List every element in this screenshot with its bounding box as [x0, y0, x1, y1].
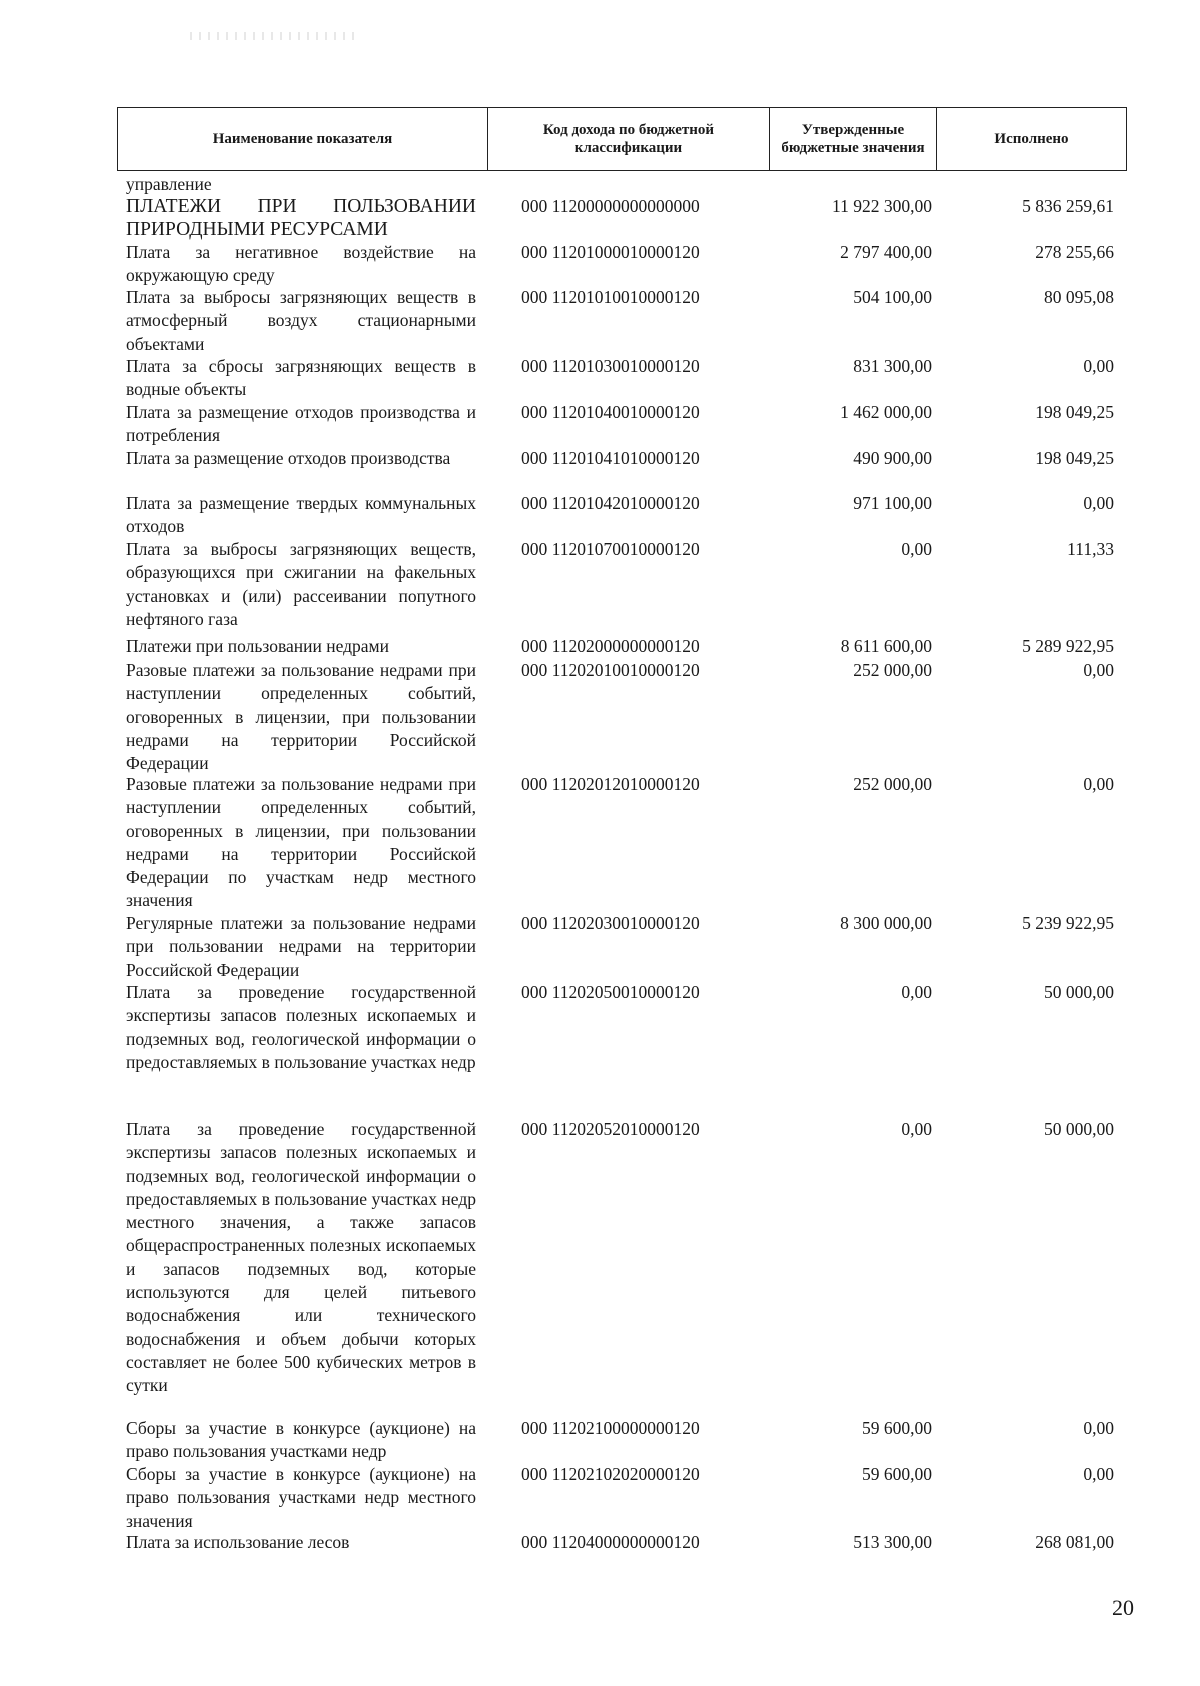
row-code: 000 11202010010000120 — [521, 660, 700, 680]
row-code: 000 11201030010000120 — [521, 356, 700, 376]
row-approved: 252 000,00 — [853, 660, 932, 680]
header-done: Исполнено — [994, 131, 1069, 147]
row-approved: 2 797 400,00 — [840, 242, 932, 262]
row-approved: 504 100,00 — [853, 287, 932, 307]
row-approved: 0,00 — [901, 539, 932, 559]
row-done: 278 255,66 — [1035, 242, 1114, 262]
row-code: 000 11202102020000120 — [521, 1464, 700, 1484]
row-approved: 11 922 300,00 — [832, 196, 932, 216]
row-done: 0,00 — [1083, 774, 1114, 794]
row-done: 198 049,25 — [1035, 448, 1114, 468]
row-name: Сборы за участие в конкурсе (аукционе) на право пользования участками недр — [126, 1418, 476, 1462]
row-done: 198 049,25 — [1035, 402, 1114, 422]
row-name: Разовые платежи за пользование недрами при наступлении определенных событий, оговоренных в лицензии, при пользовании недрами на территории Российской Федерации — [126, 660, 476, 774]
row-name: Разовые платежи за пользование недрами при наступлении определенных событий, оговоренных в лицензии, при пользовании недрами на территории Российской Федерации по участкам недр местного значения — [126, 774, 476, 911]
row-approved: 513 300,00 — [853, 1532, 932, 1552]
row-name: Плата за использование лесов — [126, 1532, 350, 1552]
row-done: 50 000,00 — [1044, 1119, 1114, 1139]
row-code: 000 11202012010000120 — [521, 774, 700, 794]
row-done: 50 000,00 — [1044, 982, 1114, 1002]
header-name: Наименование показателя — [118, 108, 488, 170]
row-name: Плата за размещение отходов производства и потребления — [126, 402, 476, 446]
row-approved: 1 462 000,00 — [840, 402, 932, 422]
row-done: 0,00 — [1083, 493, 1114, 513]
row-approved: 490 900,00 — [853, 448, 932, 468]
row-approved: 831 300,00 — [853, 356, 932, 376]
row-done: 0,00 — [1083, 1464, 1114, 1484]
row-name: Платежи при пользовании недрами — [126, 636, 389, 656]
row-approved: 971 100,00 — [853, 493, 932, 513]
row-code: 000 11202100000000120 — [521, 1418, 700, 1438]
row-code: 000 11201070010000120 — [521, 539, 700, 559]
row-approved: 59 600,00 — [862, 1418, 932, 1438]
row-name: Плата за размещение отходов производства — [126, 448, 451, 468]
row-code: 000 11202052010000120 — [521, 1119, 700, 1139]
row-approved: 8 300 000,00 — [840, 913, 932, 933]
row-code: 000 11204000000000120 — [521, 1532, 700, 1552]
row-code: 000 11201040010000120 — [521, 402, 700, 422]
row-done: 5 836 259,61 — [1022, 196, 1114, 216]
row-code: 000 11201041010000120 — [521, 448, 700, 468]
row-done: 0,00 — [1083, 660, 1114, 680]
row-code: 000 11202050010000120 — [521, 982, 700, 1002]
row-name: Плата за проведение государственной экспертизы запасов полезных ископаемых и подземных вод, геологической информации о предоставляемых в пользование участках недр — [126, 982, 476, 1072]
row-code: 000 11202030010000120 — [521, 913, 700, 933]
row-done: 268 081,00 — [1035, 1532, 1114, 1552]
row-code: 000 11201000010000120 — [521, 242, 700, 262]
row-done: 111,33 — [1067, 539, 1114, 559]
row-approved: 59 600,00 — [862, 1464, 932, 1484]
row-approved: 252 000,00 — [853, 774, 932, 794]
row-name: Плата за выбросы загрязняющих веществ, образующихся при сжигании на факельных установках и (или) рассеивании попутного нефтяного газа — [126, 539, 476, 629]
row-done: 80 095,08 — [1044, 287, 1114, 307]
row-approved: 8 611 600,00 — [840, 636, 932, 656]
row-name: Плата за сбросы загрязняющих веществ в водные объекты — [126, 356, 476, 400]
row-code: 000 11200000000000000 — [521, 196, 700, 216]
row-code: 000 11202000000000120 — [521, 636, 700, 656]
row-code: 000 11201010010000120 — [521, 287, 700, 307]
header-code: Код дохода по бюджетной классификации — [488, 108, 770, 170]
row-name: Плата за проведение государственной экспертизы запасов полезных ископаемых и подземных вод, геологической информации о предоставляемых в пользование участках недр местного значения, а также запасов общераспространенных полезных ископаемых и запасов подземных вод, которые используются для целей питьевого водоснабжения или технического водоснабжения и объем добычи которых составляет не более 500 кубических метров в сутки — [126, 1119, 476, 1396]
row-name: Плата за негативное воздействие на окружающую среду — [126, 242, 476, 286]
row-name: Регулярные платежи за пользование недрами при пользовании недрами на территории Российской Федерации — [126, 913, 476, 980]
row-done: 0,00 — [1083, 1418, 1114, 1438]
row-name: Сборы за участие в конкурсе (аукционе) на право пользования участками недр местного значения — [126, 1464, 476, 1531]
page-number: 20 — [1112, 1595, 1134, 1620]
row-done: 5 289 922,95 — [1022, 636, 1114, 656]
row-approved: 0,00 — [901, 1119, 932, 1139]
row-name: Плата за размещение твердых коммунальных отходов — [126, 493, 476, 537]
scan-artifact — [190, 32, 360, 40]
table-header — [117, 107, 1127, 171]
row-name: ПЛАТЕЖИ ПРИ ПОЛЬЗОВАНИИ ПРИРОДНЫМИ РЕСУРСАМИ — [126, 196, 476, 241]
row-done: 0,00 — [1083, 356, 1114, 376]
row-done: 5 239 922,95 — [1022, 913, 1114, 933]
row-name: Плата за выбросы загрязняющих веществ в атмосферный воздух стационарными объектами — [126, 287, 476, 354]
row-approved: 0,00 — [901, 982, 932, 1002]
header-approved: Утвержденные бюджетные значения — [770, 108, 937, 170]
continuation-text: управление — [126, 174, 212, 194]
row-code: 000 11201042010000120 — [521, 493, 700, 513]
